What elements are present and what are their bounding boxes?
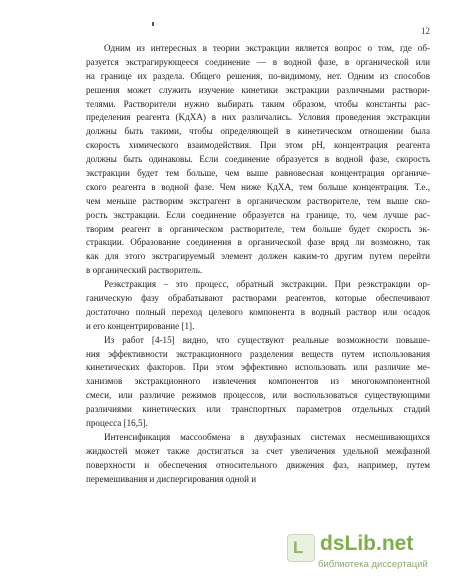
watermark-badge-icon: L: [287, 534, 315, 562]
text-line: чем меньше растворим экстрагент в органическом растворителе, тем выше ско-: [86, 195, 430, 206]
text-line: разуется экстрагирующееся соединение — в водной фазе, в органической или: [86, 56, 430, 67]
text-line: решения может служить изучение кинетики экстракции различными раствори-: [86, 84, 430, 95]
text-line: достаточно полный переход целевого компонента в водный раствор или осадок: [86, 306, 430, 317]
text-line: должны быть одинаковы. Если соединение образуется в водной фазе, скорость: [86, 154, 430, 165]
text-line: поверхности и обеспечения относительного движения фаз, например, путем: [86, 459, 430, 470]
text-line: и его концентрирование [1].: [86, 320, 195, 331]
watermark-title: dsLib.net: [320, 532, 414, 555]
text-line: кинетических факторов. При этом эффективно использовать или различие ме-: [86, 362, 430, 373]
text-line: жидкостей может также достигаться за счет увеличения удельной межфазной: [86, 445, 430, 456]
text-line: Одним из интересных в теории экстракции является вопрос о том, где об-: [104, 43, 430, 53]
text-line: Интенсификация массообмена в двухфазных системах несмешивающихся: [104, 431, 430, 442]
text-line: ханизмов экстракционного извлечения компонентов из многокомпонентной: [86, 376, 430, 387]
document-body: [86, 42, 430, 487]
text-line: как для этого экстрагируемый элемент должен каким-то другим путем перейти: [86, 251, 430, 262]
text-line: процесса [16,5].: [86, 418, 148, 429]
page-number: 12: [421, 26, 430, 36]
text-line: Из работ [4-15] видно, что существуют реальные возможности повыше-: [104, 334, 430, 345]
text-line: перемешивания и диспергирования одной и: [86, 473, 257, 484]
text-line: творим реагент в органическом растворителе, тем больше будет скорость эк-: [86, 223, 430, 234]
watermark-logo: [287, 532, 445, 572]
text-line: ганическую фазу обрабатывают растворами реагентов, которые обеспечивают: [86, 293, 430, 304]
text-line: стракции. Образование соединения в органической фазе вряд ли возможно, так: [86, 237, 430, 248]
text-line: рость экстракции. Если соединение образуется на границе, то, чем лучше рас-: [86, 209, 430, 220]
text-line: ского реагента в водной фазе. Чем ниже KдХА, тем больше концентрация. Т.е.,: [86, 181, 430, 192]
text-line: экстракции будет тем больше, чем выше равновесная концентрация органиче-: [86, 168, 430, 179]
text-line: в органический растворитель.: [86, 265, 203, 276]
text-line: должны быть такими, чтобы определяющей в кинетическом отношении была: [86, 126, 430, 137]
text-line: скорость химического взаимодействия. При этом pH, концентрация реагента: [86, 140, 430, 151]
text-line: различиями кинетических или транспортных параметров отдельных стадий: [86, 404, 430, 415]
watermark-subtitle: библиотека диссертаций: [318, 559, 428, 570]
text-line: пределения реагента (KдХА) в них различались. Условия проведения экстракции: [86, 112, 430, 123]
text-line: ния эффективности экстракционного разделения веществ путем использования: [86, 348, 430, 359]
text-line: Реэкстракция – это процесс, обратный экстракции. При реэкстракции ор-: [104, 279, 430, 290]
text-line: на границе их раздела. Общего решения, по-видимому, нет. Одним из способов: [86, 70, 430, 81]
text-line: телями. Растворители нужно выбирать таким образом, чтобы константы рас-: [86, 98, 430, 109]
scan-mark: [152, 22, 154, 26]
text-line: смеси, или различие режимов процессов, или воспользоваться существующими: [86, 390, 430, 401]
